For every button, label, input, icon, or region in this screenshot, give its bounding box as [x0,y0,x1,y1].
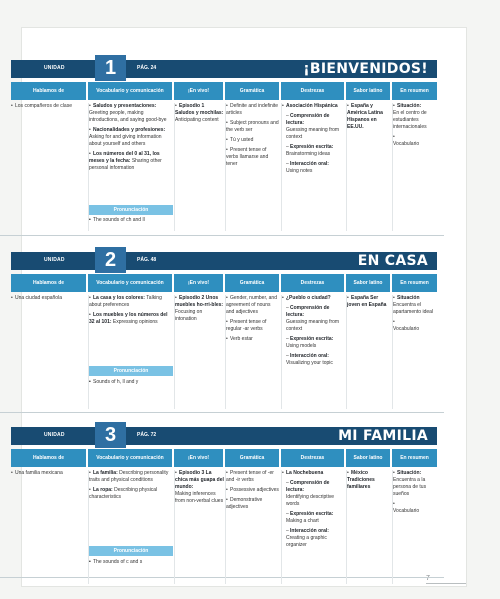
list-item [226,487,280,494]
destrezas-title [282,295,345,302]
column-header: Gramática [225,274,279,292]
pronunciation-header: Pronunciación [89,546,173,556]
unit-header [11,424,437,446]
column-headers [11,449,437,467]
en-resumen-column [392,470,438,584]
pronunciation-header: Pronunciación [89,366,173,376]
bullet-icon: • [226,470,228,476]
skill-label: Comprensión de lectura: [286,305,330,318]
column-header: ¡En vivo! [174,274,223,292]
skill-description: Identifying descriptive words [286,494,335,507]
list-item [11,103,86,110]
bullet-icon: • [89,312,91,318]
list-item [393,103,438,131]
vocabulary-topic: Los números del 0 al 31, los meses y la fecha: [89,151,160,164]
skill-description: Guessing meaning from context [286,319,340,332]
pronunciation-header: Pronunciación [89,205,173,215]
vocabulary-description: Greeting people, making introductions, and saying good-bye [89,110,167,123]
vocabulary-description: Asking for and giving information about yourself and others [89,134,162,147]
vocabulary-topic: La familia: [93,470,118,476]
grammar-point: Present tense of -er and -ir verbs [226,470,274,483]
bullet-icon: • [393,103,395,109]
bullet-icon: • [347,470,349,476]
en-resumen-column [392,295,438,409]
skill-description: Creating a graphic organizer [286,535,327,548]
skill-description: Visualizing your topic [286,360,333,366]
sabor-latino-text: España y América Latina Hispanos en EE.UU. [347,103,383,130]
list-item [393,501,438,515]
list-item [226,103,280,117]
grammar-point: Verb estar [230,336,253,342]
grammar-point: Gender, number, and agreement of nouns and adjectives [226,295,277,315]
grammar-point: Subject pronouns and the verb ser [226,120,279,133]
grammar-point: Demonstrative adjectives [226,497,263,510]
bullet-icon: • [226,336,228,342]
list-item [226,470,280,484]
bullet-icon: • [282,470,284,476]
bullet-icon: • [226,487,228,493]
grammar-point: Present tense of verbs llamarse and tener [226,147,269,167]
list-item [286,113,345,141]
episode-title: Episodio 3 La chica más guapa del mundo: [175,470,224,490]
skill-description: Guessing meaning from context [286,127,340,140]
episode-description: Anticipating content [175,117,219,123]
en-vivo-column [174,295,224,409]
bullet-icon: • [226,137,228,143]
gramatica-column [225,103,280,231]
bullet-icon: • [393,134,395,140]
vocabulary-description: Describing personality traits and physical conditions [89,470,169,483]
bullet-icon: • [226,103,228,109]
vocabulary-description: Expressing opinions [112,319,158,325]
column-header: Destrezas [281,274,344,292]
en-vivo-column [174,470,224,584]
skill-description: Making a chart [286,518,319,524]
skill-label: Comprensión de lectura: [286,113,330,126]
column-header: ¡En vivo! [174,82,223,100]
column-headers [11,274,437,292]
list-item [286,161,345,175]
list-item [347,470,391,491]
list-item [89,127,173,148]
en-vivo-item [175,470,224,505]
list-item [89,312,173,326]
column-header: Vocabulario y comunicación [88,82,172,100]
episode-title: Episodio 2 Unos muebles ho-rri-bles: [175,295,224,308]
skill-description: Brainstorming ideas [286,151,331,157]
unit-title: EN CASA [357,253,428,269]
grammar-point: Tú y usted [230,137,254,143]
destrezas-title-text: Asociación Hispánica [286,103,338,109]
bullet-icon: • [393,295,395,301]
grammar-point: Possessive adjectives [230,487,279,493]
list-item [11,295,86,302]
vocabulario-column [88,103,173,231]
summary-label: Situación [397,295,420,301]
bullet-icon: • [393,501,395,507]
hablamos-de-column [11,295,86,409]
bullet-icon: • [393,470,395,476]
unit-number: 3 [95,422,126,448]
list-item [226,497,280,511]
list-item [89,487,173,501]
skill-label: Expresión escrita: [290,511,334,517]
page-number: 7 [426,575,430,582]
summary-description: Vocabulario [393,508,420,514]
bullet-icon: • [89,487,91,493]
column-headers [11,82,437,100]
hablamos-text: Una ciudad española [15,295,62,301]
bullet-icon: • [89,470,91,476]
list-item [347,103,391,131]
skill-label: Expresión escrita: [290,144,334,150]
hablamos-text: Una familia mexicana [15,470,63,476]
grammar-point: Definite and indefinite articles [226,103,279,116]
sabor-latino-column [346,295,391,409]
page-reference: PÁG. 24 [137,65,157,71]
destrezas-title [282,470,345,477]
list-item [89,470,173,484]
bullet-icon: • [11,103,13,109]
destrezas-column [281,103,345,231]
destrezas-title [282,103,345,110]
column-header: En resumen [392,449,437,467]
destrezas-column [281,470,345,584]
pronunciation-text [89,379,173,386]
bullet-icon: • [89,559,91,565]
vocabulary-topic: Saludos y presentaciones: [93,103,157,109]
dash-icon: – [286,528,289,534]
bullet-icon: • [226,120,228,126]
list-item [393,295,438,316]
unit-title: ¡BIENVENIDOS! [303,61,428,77]
bullet-icon: • [393,319,395,325]
dash-icon: – [286,144,289,150]
unit-section [0,57,444,236]
column-header: Sabor latino [346,82,390,100]
vocabulary-description: Sharing other personal information [89,158,162,171]
gramatica-column [225,295,280,409]
hablamos-de-column [11,470,86,584]
dash-icon: – [286,480,289,486]
skill-label: Expresión escrita: [290,336,334,342]
dash-icon: – [286,353,289,359]
unit-section [0,249,444,413]
list-item [226,147,280,168]
unit-number: 1 [95,55,126,81]
list-item [286,480,345,508]
column-header: Vocabulario y comunicación [88,449,172,467]
bullet-icon: • [89,151,91,157]
summary-description: Encuentra a la persona de tus sueños [393,477,427,497]
bullet-icon: • [11,295,13,301]
dash-icon: – [286,305,289,311]
vocabulario-column [88,470,173,584]
bullet-icon: • [175,470,177,476]
page-reference: PÁG. 48 [137,257,157,263]
episode-title: Episodio 1 Saludos y mochilas: [175,103,224,116]
pronunciation-description: Sounds of h, ll and y [93,379,139,385]
list-item [226,336,280,343]
summary-description: Vocabulario [393,141,420,147]
dash-icon: – [286,113,289,119]
grammar-point: Present tense of regular -ar verbs [226,319,267,332]
list-item [286,336,345,350]
column-header: Sabor latino [346,449,390,467]
vocabulario-column [88,295,173,409]
list-item [89,103,173,124]
list-item [286,144,345,158]
bullet-icon: • [89,127,91,133]
sabor-latino-column [346,470,391,584]
column-header: En resumen [392,274,437,292]
bullet-icon: • [226,147,228,153]
bullet-icon: • [11,470,13,476]
bullet-icon: • [89,103,91,109]
pronunciation-description: The sounds of c and s [93,559,143,565]
column-header: Gramática [225,82,279,100]
pronunciation-description: The sounds of ch and ll [93,217,145,223]
summary-label: Situación: [397,470,422,476]
summary-description: Encuentra el apartamento ideal [393,302,434,315]
sabor-latino-column [346,103,391,231]
pronunciation-text [89,217,173,224]
unit-title: MI FAMILIA [338,428,428,444]
column-header: Destrezas [281,82,344,100]
list-item [226,120,280,134]
column-header: Hablamos de [11,82,86,100]
vocabulary-description: Describing physical characteristics [89,487,158,500]
episode-description: Making inferences from non-verbal clues [175,491,224,504]
en-vivo-column [174,103,224,231]
vocabulary-topic: Nacionalidades y profesiones: [93,127,166,133]
column-header: Sabor latino [346,274,390,292]
bullet-icon: • [347,103,349,109]
list-item [393,319,438,333]
unit-content [11,295,437,409]
dash-icon: – [286,511,289,517]
destrezas-title-text: ¿Pueblo o ciudad? [286,295,331,301]
unit-label: UNIDAD [44,65,65,71]
page-reference: PÁG. 72 [137,432,157,438]
column-header: Destrezas [281,449,344,467]
bullet-icon: • [226,319,228,325]
list-item [286,353,345,367]
unit-label: UNIDAD [44,432,65,438]
vocabulary-topic: La casa y los colores: [93,295,145,301]
bullet-icon: • [89,295,91,301]
bullet-icon: • [226,497,228,503]
hablamos-text: Los compañeros de clase [15,103,72,109]
unit-content [11,103,437,231]
column-header: En resumen [392,82,437,100]
sabor-latino-text: México Tradiciones familiares [347,470,375,490]
list-item [89,295,173,309]
column-header: ¡En vivo! [174,449,223,467]
bullet-icon: • [175,295,177,301]
en-vivo-item [175,103,224,124]
destrezas-title-text: La Nochebuena [286,470,324,476]
destrezas-column [281,295,345,409]
pronunciation-text [89,559,173,566]
column-header: Hablamos de [11,274,86,292]
list-item [286,528,345,549]
column-header: Vocabulario y comunicación [88,274,172,292]
bullet-icon: • [282,295,284,301]
skill-label: Comprensión de lectura: [286,480,330,493]
en-resumen-column [392,103,438,231]
bullet-icon: • [282,103,284,109]
episode-description: Focusing on intonation [175,309,203,322]
skill-description: Using models [286,343,317,349]
hablamos-de-column [11,103,86,231]
list-item [226,137,280,144]
list-item [393,134,438,148]
list-item [286,305,345,333]
en-vivo-item [175,295,224,323]
bullet-icon: • [347,295,349,301]
sabor-latino-text: España Ser joven en España [347,295,387,308]
column-header: Hablamos de [11,449,86,467]
bullet-icon: • [89,217,91,223]
list-item [393,470,438,498]
unit-content [11,470,437,584]
summary-description: En el centro de estudiantes internacionales [393,110,427,130]
bullet-icon: • [89,379,91,385]
gramatica-column [225,470,280,584]
summary-description: Vocabulario [393,326,420,332]
list-item [89,151,173,172]
vocabulary-topic: La ropa: [93,487,113,493]
vocabulary-description: Talking about preferences [89,295,162,308]
list-item [226,319,280,333]
skill-description: Using notes [286,168,313,174]
list-item [226,295,280,316]
dash-icon: – [286,336,289,342]
unit-label: UNIDAD [44,257,65,263]
column-header: Gramática [225,449,279,467]
dash-icon: – [286,161,289,167]
bullet-icon: • [175,103,177,109]
unit-section [0,424,444,578]
list-item [347,295,391,309]
unit-header [11,249,437,271]
vocabulary-topic: Los muebles y los números del 32 al 101: [89,312,168,325]
bullet-icon: • [226,295,228,301]
list-item [286,511,345,525]
unit-number: 2 [95,247,126,273]
unit-header [11,57,437,79]
summary-label: Situación: [397,103,422,109]
skill-label: Interacción oral: [290,161,329,167]
skill-label: Interacción oral: [290,353,329,359]
skill-label: Interacción oral: [290,528,329,534]
list-item [11,470,86,477]
